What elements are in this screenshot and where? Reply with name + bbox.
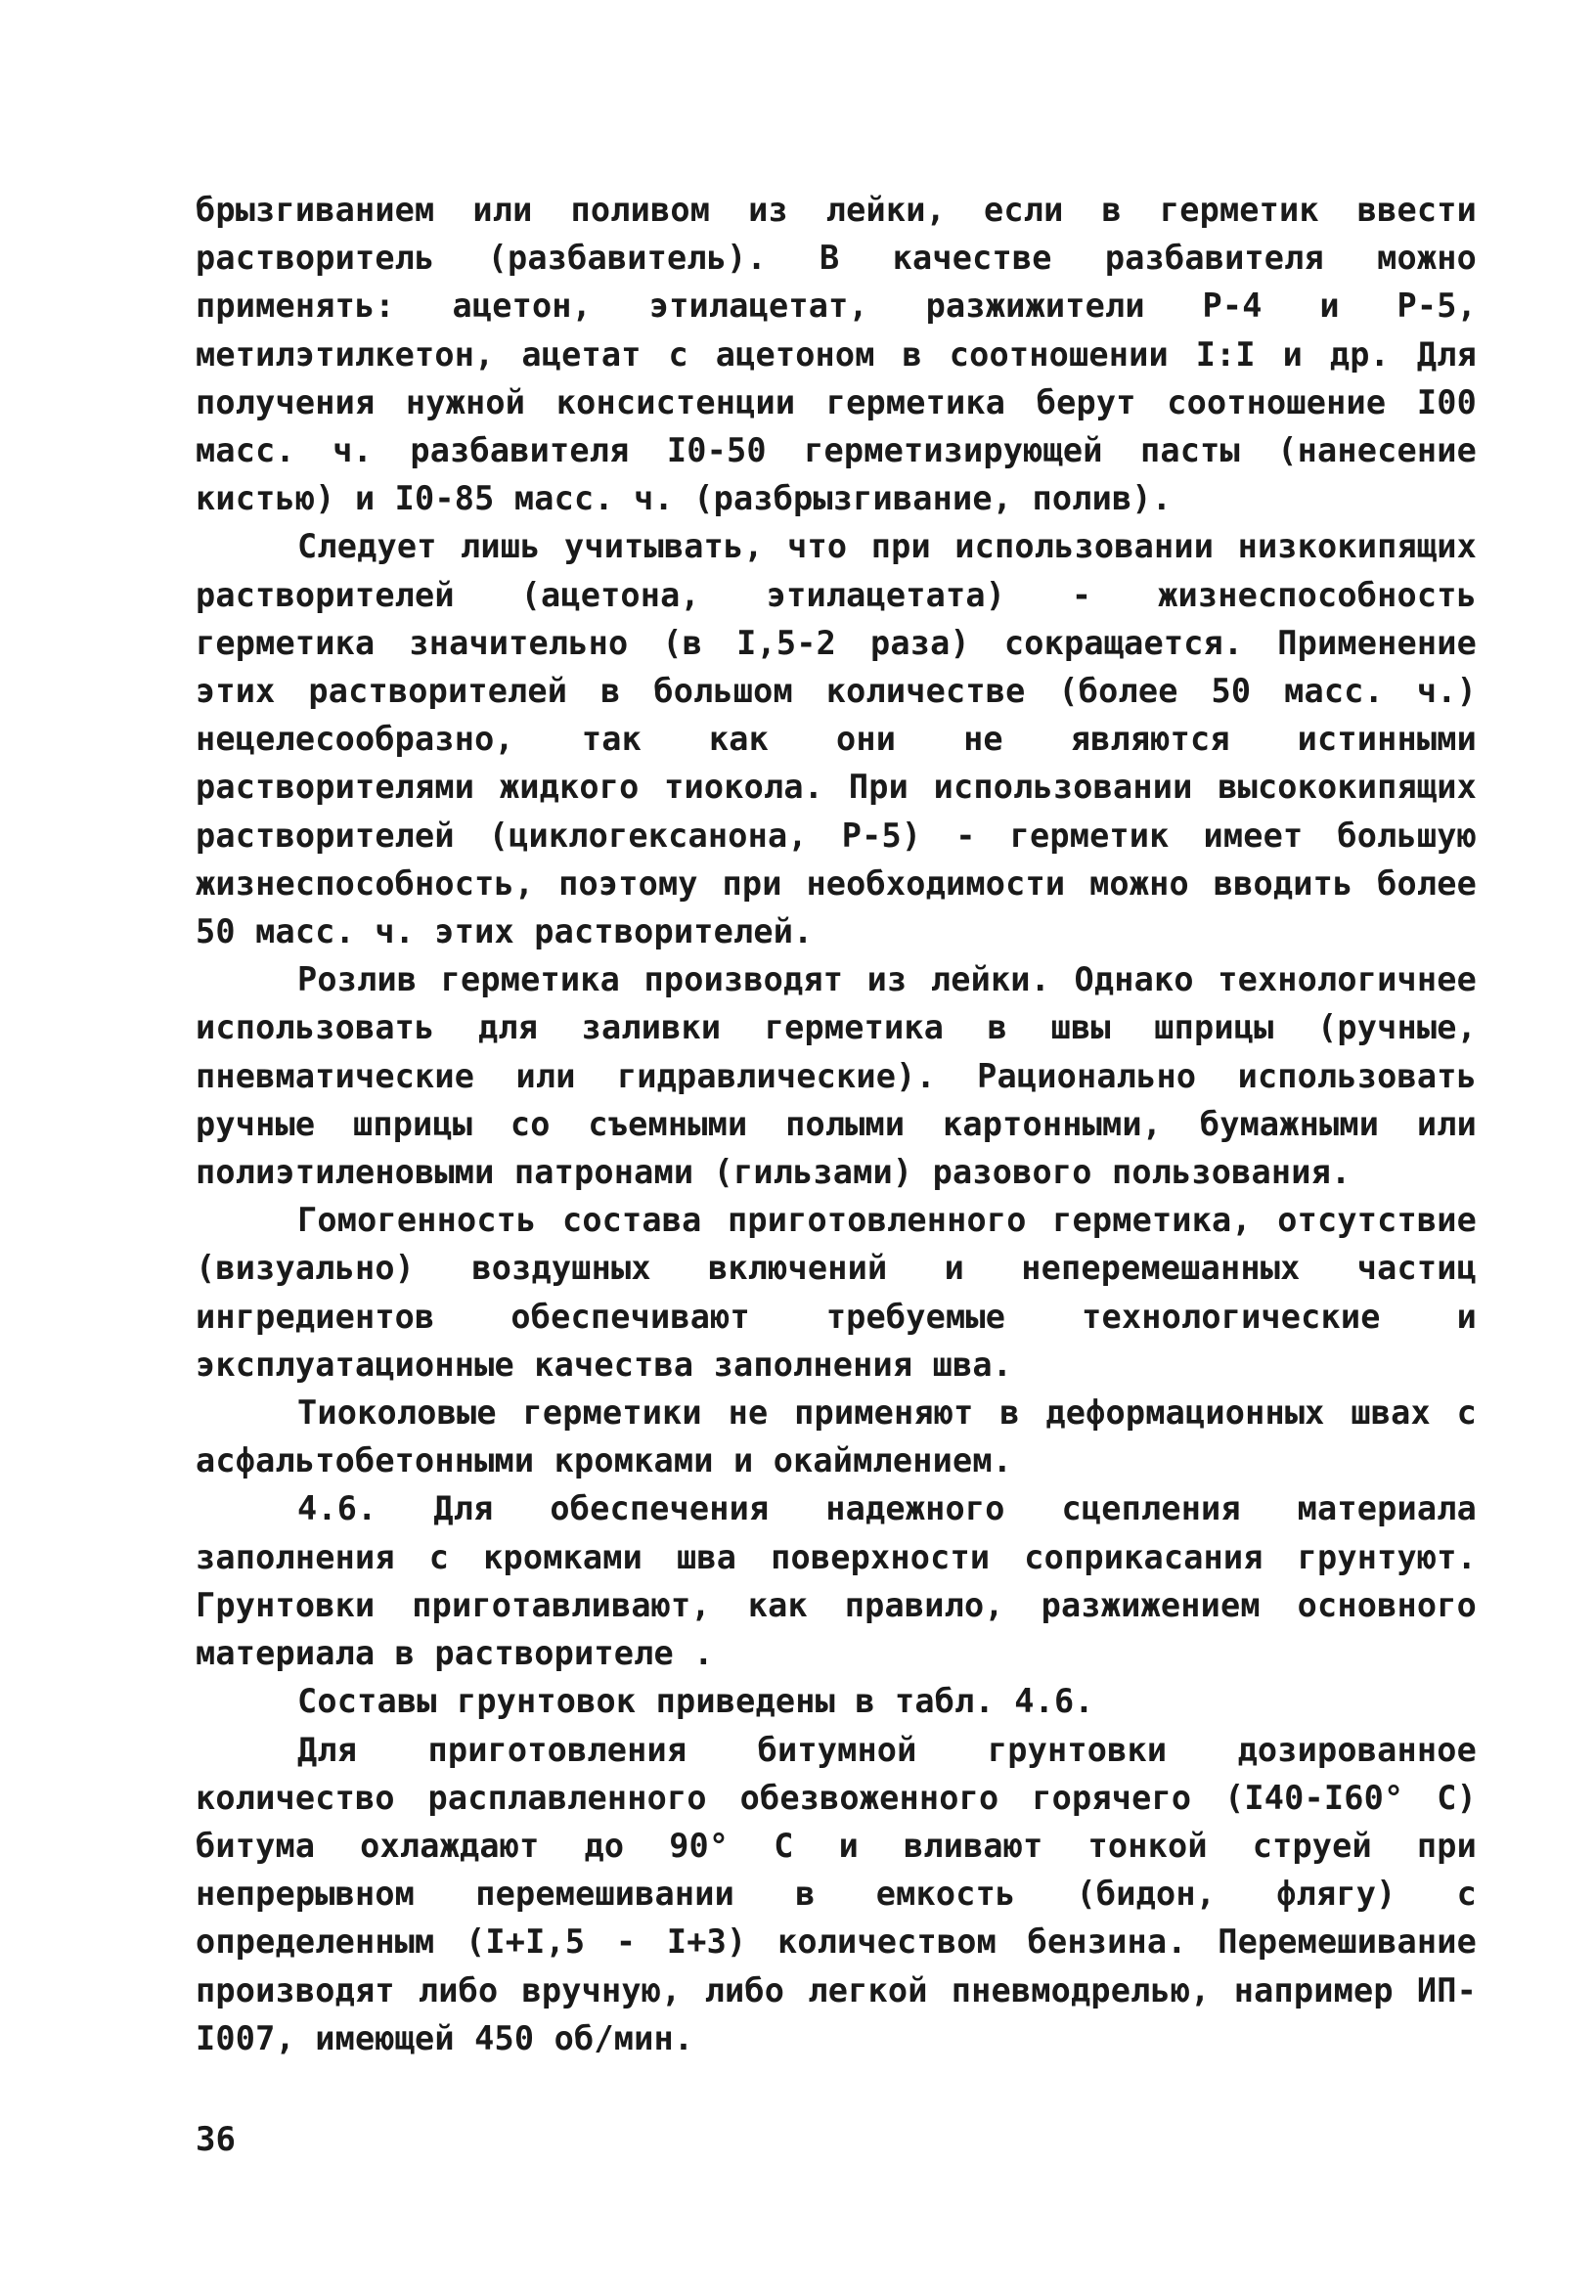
paragraph-primer-table-ref: Составы грунтовок приведены в табл. 4.6. [297,1682,1094,1721]
paragraph-thiokol-restriction: Тиоколовые герметики не применяют в деформационных швах с асфальтобетонными кромками и окаймлением. [196,1393,1477,1480]
paragraph-solvents-note: Следует лишь учитывать, что при использовании низкокипящих растворителей (ацетона, этилацетата) - жизнеспособность герметика значительно (в I,5-2 раза) сокращается. Применение этих растворителей в большом количестве (более 50 масс. ч.) нецелесообразно, так как они не являются истинными растворителями жидкого тиокола. При использовании высококипящих растворителей (циклогексанона, Р-5) - герметик имеет большую жизнеспособность, поэтому при необходимости можно вводить более 50 масс. ч. этих растворителей. [196,527,1477,951]
paragraph-homogeneity: Гомогенность состава приготовленного герметика, отсутствие (визуально) воздушных включений и неперемешанных частиц ингредиентов обеспечивают требуемые технологические и эксплуатационные качества заполнения шва. [196,1201,1477,1384]
body-text [196,186,1477,2062]
paragraph-section-4-6: 4.6. Для обеспечения надежного сцепления материала заполнения с кромками шва поверхности соприкасания грунтуют. Грунтовки приготавливают, как правило, разжижением основного материала в растворителе . [196,1489,1477,1673]
page-number: 36 [196,2120,236,2159]
paragraph-continuation: брызгиванием или поливом из лейки, если в герметик ввести растворитель (разбавитель). В качестве разбавителя можно применять: ацетон, этилацетат, разжижители Р-4 и Р-5, метилэтилкетон, ацетат с ацетоном в соотношении I:I и др. Для получения нужной консистенции герметика берут соотношение I00 масс. ч. разбавителя I0-50 герметизирующей пасты (нанесение кистью) и I0-85 масс. ч. (разбрызгивание, полив). [196,191,1477,518]
paragraph-pouring: Розлив герметика производят из лейки. Однако технологичнее использовать для заливки герметика в швы шприцы (ручные, пневматические или гидравлические). Рационально использовать ручные шприцы со съемными полыми картонными, бумажными или полиэтиленовыми патронами (гильзами) разового пользования. [196,960,1477,1192]
paragraph-bitumen-primer: Для приготовления битумной грунтовки дозированное количество расплавленного обезвоженного горячего (I40-I60° С) битума охлаждают до 90° С и вливают тонкой струей при непрерывном перемешивании в емкость (бидон, флягу) с определенным (I+I,5 - I+3) количеством бензина. Перемешивание производят либо вручную, либо легкой пневмодрелью, например ИП-I007, имеющей 450 об/мин. [196,1730,1477,2057]
